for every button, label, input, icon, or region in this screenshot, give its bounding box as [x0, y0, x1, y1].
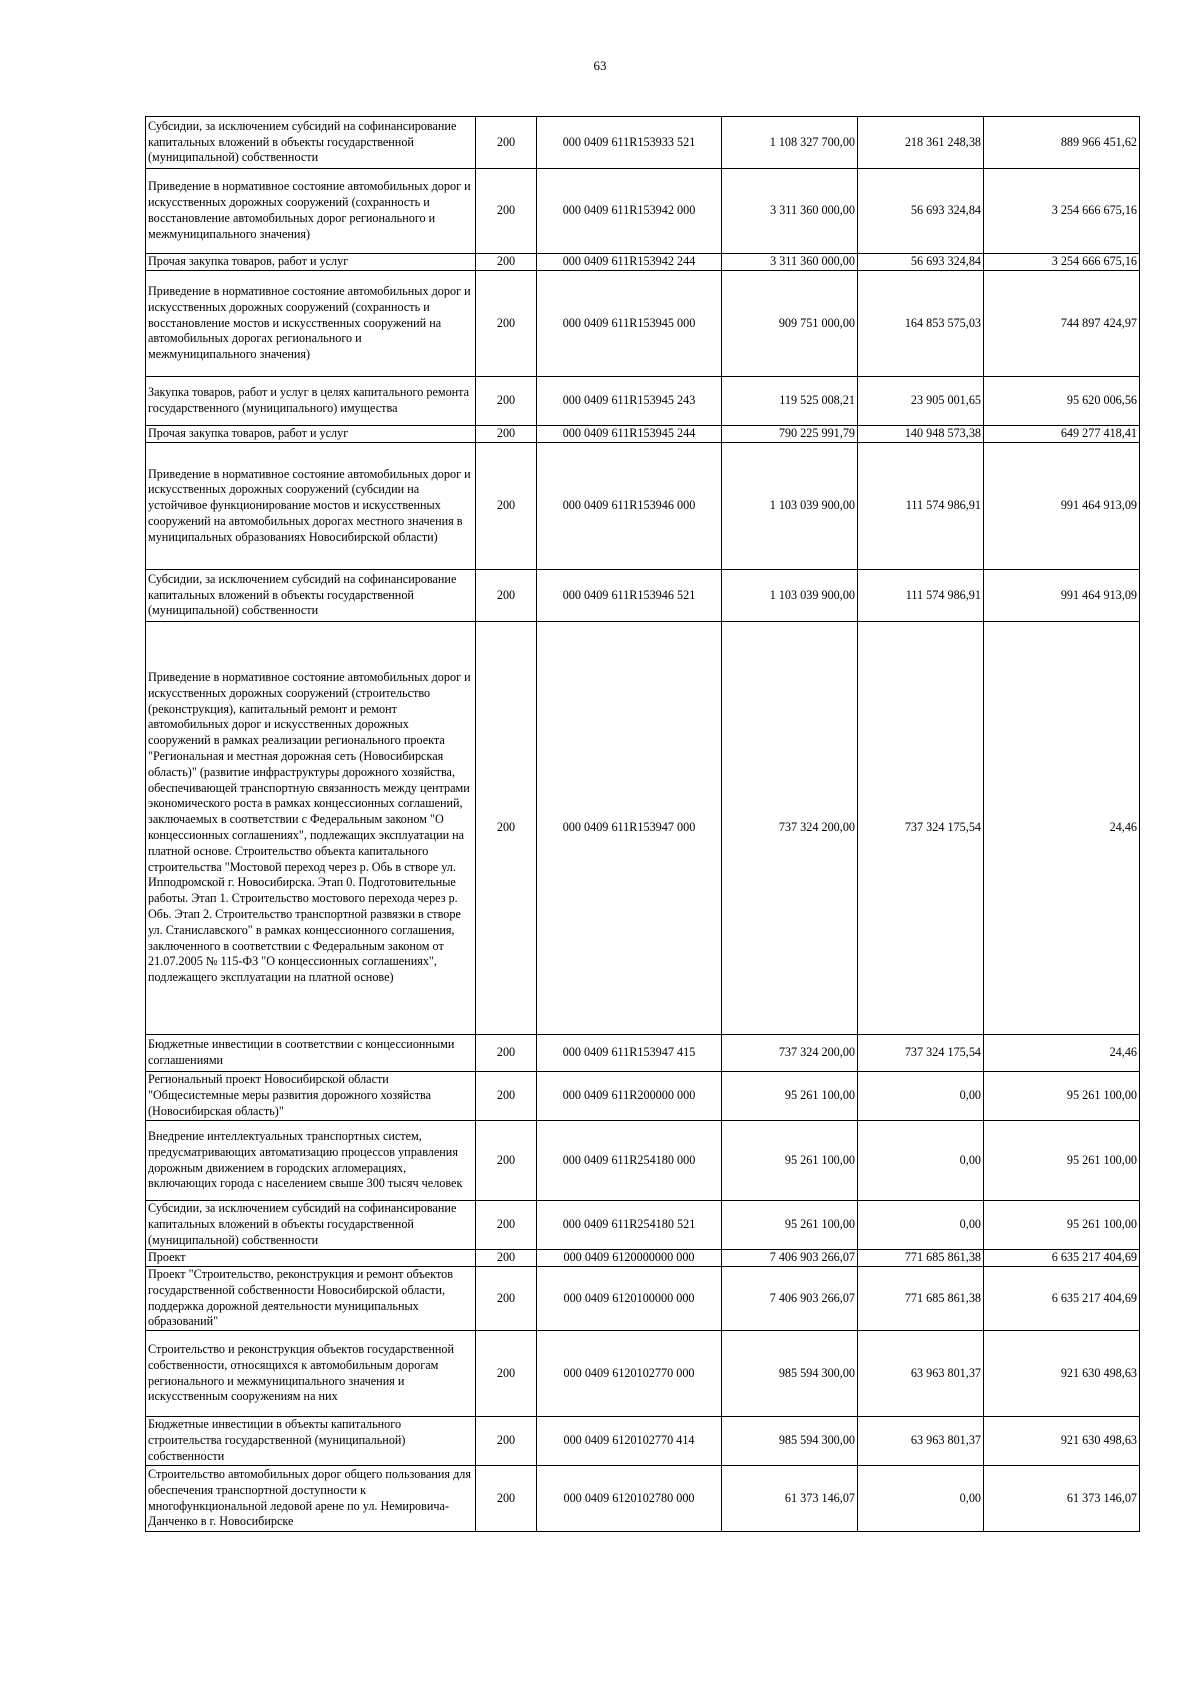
row-executed-amount: 0,00	[858, 1072, 984, 1121]
row-remaining-amount: 649 277 418,41	[984, 426, 1140, 443]
row-code: 200	[476, 1267, 537, 1331]
row-kbk: 000 0409 611R153942 244	[537, 254, 722, 271]
row-code: 200	[476, 117, 537, 169]
row-remaining-amount: 3 254 666 675,16	[984, 254, 1140, 271]
row-kbk: 000 0409 6120102770 414	[537, 1417, 722, 1466]
row-remaining-amount: 921 630 498,63	[984, 1331, 1140, 1417]
row-kbk: 000 0409 611R153947 000	[537, 622, 722, 1035]
row-kbk: 000 0409 611R200000 000	[537, 1072, 722, 1121]
table-row	[146, 254, 1140, 271]
row-name: Субсидии, за исключением субсидий на софинансирование капитальных вложений в объекты государственной (муниципальной) собственности	[146, 1201, 476, 1250]
row-code: 200	[476, 443, 537, 570]
row-executed-amount: 164 853 575,03	[858, 271, 984, 377]
row-remaining-amount: 3 254 666 675,16	[984, 169, 1140, 254]
row-name: Субсидии, за исключением субсидий на софинансирование капитальных вложений в объекты государственной (муниципальной) собственности	[146, 570, 476, 622]
table-row	[146, 117, 1140, 169]
row-name: Бюджетные инвестиции в объекты капитального строительства государственной (муниципальной) собственности	[146, 1417, 476, 1466]
row-approved-amount: 7 406 903 266,07	[722, 1250, 858, 1267]
row-remaining-amount: 95 620 006,56	[984, 377, 1140, 426]
row-code: 200	[476, 426, 537, 443]
row-executed-amount: 63 963 801,37	[858, 1331, 984, 1417]
table-row	[146, 570, 1140, 622]
row-kbk: 000 0409 611R153945 244	[537, 426, 722, 443]
row-remaining-amount: 889 966 451,62	[984, 117, 1140, 169]
row-executed-amount: 56 693 324,84	[858, 169, 984, 254]
row-approved-amount: 7 406 903 266,07	[722, 1267, 858, 1331]
table-row	[146, 426, 1140, 443]
table-row	[146, 1201, 1140, 1250]
row-executed-amount: 0,00	[858, 1466, 984, 1532]
row-remaining-amount: 6 635 217 404,69	[984, 1267, 1140, 1331]
row-name: Прочая закупка товаров, работ и услуг	[146, 254, 476, 271]
row-executed-amount: 23 905 001,65	[858, 377, 984, 426]
table-row	[146, 1121, 1140, 1201]
row-approved-amount: 3 311 360 000,00	[722, 254, 858, 271]
row-name: Прочая закупка товаров, работ и услуг	[146, 426, 476, 443]
row-executed-amount: 218 361 248,38	[858, 117, 984, 169]
row-code: 200	[476, 1121, 537, 1201]
row-approved-amount: 3 311 360 000,00	[722, 169, 858, 254]
row-name: Субсидии, за исключением субсидий на софинансирование капитальных вложений в объекты государственной (муниципальной) собственности	[146, 117, 476, 169]
row-kbk: 000 0409 611R153945 243	[537, 377, 722, 426]
row-name: Проект	[146, 1250, 476, 1267]
row-remaining-amount: 744 897 424,97	[984, 271, 1140, 377]
row-kbk: 000 0409 6120100000 000	[537, 1267, 722, 1331]
row-remaining-amount: 61 373 146,07	[984, 1466, 1140, 1532]
row-name: Строительство автомобильных дорог общего пользования для обеспечения транспортной доступности к многофункциональной ледовой арене по ул. Немировича-Данченко в г. Новосибирске	[146, 1466, 476, 1532]
row-name: Приведение в нормативное состояние автомобильных дорог и искусственных дорожных сооружений (сохранность и восстановление мостов и искусственных сооружений на автомобильных дорогах регионального и межмуниципального значения)	[146, 271, 476, 377]
row-executed-amount: 0,00	[858, 1201, 984, 1250]
table-row	[146, 1466, 1140, 1532]
table-row	[146, 622, 1140, 1035]
table-row	[146, 1417, 1140, 1466]
table-row	[146, 1331, 1140, 1417]
row-code: 200	[476, 1250, 537, 1267]
row-name: Закупка товаров, работ и услуг в целях капитального ремонта государственного (муниципального) имущества	[146, 377, 476, 426]
row-executed-amount: 111 574 986,91	[858, 570, 984, 622]
row-remaining-amount: 991 464 913,09	[984, 570, 1140, 622]
row-kbk: 000 0409 611R153945 000	[537, 271, 722, 377]
row-kbk: 000 0409 6120102780 000	[537, 1466, 722, 1532]
row-executed-amount: 737 324 175,54	[858, 622, 984, 1035]
row-kbk: 000 0409 611R153946 521	[537, 570, 722, 622]
table-row	[146, 1072, 1140, 1121]
table-row	[146, 169, 1140, 254]
row-code: 200	[476, 254, 537, 271]
row-kbk: 000 0409 611R153947 415	[537, 1035, 722, 1072]
row-code: 200	[476, 1072, 537, 1121]
row-approved-amount: 985 594 300,00	[722, 1331, 858, 1417]
row-name: Региональный проект Новосибирской области "Общесистемные меры развития дорожного хозяйства (Новосибирская область)"	[146, 1072, 476, 1121]
row-approved-amount: 909 751 000,00	[722, 271, 858, 377]
row-kbk: 000 0409 6120102770 000	[537, 1331, 722, 1417]
row-code: 200	[476, 1466, 537, 1532]
row-remaining-amount: 95 261 100,00	[984, 1072, 1140, 1121]
row-approved-amount: 1 103 039 900,00	[722, 570, 858, 622]
row-executed-amount: 111 574 986,91	[858, 443, 984, 570]
row-kbk: 000 0409 611R254180 000	[537, 1121, 722, 1201]
row-code: 200	[476, 377, 537, 426]
row-name: Приведение в нормативное состояние автомобильных дорог и искусственных дорожных сооружений (сохранность и восстановление автомобильных дорог регионального и межмуниципального значения)	[146, 169, 476, 254]
row-code: 200	[476, 1331, 537, 1417]
row-code: 200	[476, 271, 537, 377]
row-remaining-amount: 991 464 913,09	[984, 443, 1140, 570]
row-kbk: 000 0409 611R254180 521	[537, 1201, 722, 1250]
table-row	[146, 1035, 1140, 1072]
row-approved-amount: 737 324 200,00	[722, 622, 858, 1035]
table-row	[146, 377, 1140, 426]
row-code: 200	[476, 622, 537, 1035]
row-remaining-amount: 24,46	[984, 1035, 1140, 1072]
row-approved-amount: 790 225 991,79	[722, 426, 858, 443]
row-approved-amount: 985 594 300,00	[722, 1417, 858, 1466]
table-row	[146, 271, 1140, 377]
row-approved-amount: 61 373 146,07	[722, 1466, 858, 1532]
row-executed-amount: 771 685 861,38	[858, 1267, 984, 1331]
row-executed-amount: 63 963 801,37	[858, 1417, 984, 1466]
row-code: 200	[476, 169, 537, 254]
row-name: Приведение в нормативное состояние автомобильных дорог и искусственных дорожных сооружений (субсидии на устойчивое функционирование мостов и искусственных сооружений на автомобильных дорогах местного значения в муниципальных образованиях Новосибирской области)	[146, 443, 476, 570]
row-kbk: 000 0409 6120000000 000	[537, 1250, 722, 1267]
table-row	[146, 443, 1140, 570]
row-name: Внедрение интеллектуальных транспортных систем, предусматривающих автоматизацию процессов управления дорожным движением в городских агломерациях, включающих города с населением свыше 300 тысяч человек	[146, 1121, 476, 1201]
budget-execution-table	[145, 116, 1140, 1532]
row-executed-amount: 140 948 573,38	[858, 426, 984, 443]
table-row	[146, 1267, 1140, 1331]
row-name: Приведение в нормативное состояние автомобильных дорог и искусственных дорожных сооружений (строительство (реконструкция), капитальный ремонт и ремонт автомобильных дорог и искусственных дорожных сооружений в рамках реализации регионального проекта "Региональная и местная дорожная сеть (Новосибирская область)" (развитие инфраструктуры дорожного хозяйства, обеспечивающей транспортную связанность между центрами экономического роста в рамках концессионных соглашений, заключаемых в соответствии с Федеральным законом "О концессионных соглашениях", подлежащих эксплуатации на платной основе. Строительство объекта капитального строительства "Мостовой переход через р. Обь в створе ул. Ипподромской г. Новосибирска. Этап 0. Подготовительные работы. Этап 1. Строительство мостового перехода через р. Обь. Этап 2. Строительство транспортной развязки в створе ул. Станиславского" в рамках концессионного соглашения, заключенного в соответствии с Федеральным законом от 21.07.2005 № 115-ФЗ "О концессионных соглашениях", подлежащего эксплуатации на платной основе)	[146, 622, 476, 1035]
row-name: Строительство и реконструкция объектов государственной собственности, относящихся к автомобильным дорогам регионального и межмуниципального значения и искусственным сооружениям на них	[146, 1331, 476, 1417]
row-approved-amount: 1 103 039 900,00	[722, 443, 858, 570]
row-code: 200	[476, 1201, 537, 1250]
row-kbk: 000 0409 611R153942 000	[537, 169, 722, 254]
row-approved-amount: 1 108 327 700,00	[722, 117, 858, 169]
row-approved-amount: 95 261 100,00	[722, 1072, 858, 1121]
row-kbk: 000 0409 611R153946 000	[537, 443, 722, 570]
row-code: 200	[476, 570, 537, 622]
row-approved-amount: 95 261 100,00	[722, 1121, 858, 1201]
row-remaining-amount: 95 261 100,00	[984, 1201, 1140, 1250]
row-executed-amount: 0,00	[858, 1121, 984, 1201]
row-code: 200	[476, 1417, 537, 1466]
row-approved-amount: 95 261 100,00	[722, 1201, 858, 1250]
row-approved-amount: 119 525 008,21	[722, 377, 858, 426]
row-code: 200	[476, 1035, 537, 1072]
row-remaining-amount: 921 630 498,63	[984, 1417, 1140, 1466]
row-executed-amount: 737 324 175,54	[858, 1035, 984, 1072]
table-row	[146, 1250, 1140, 1267]
row-name: Проект "Строительство, реконструкция и ремонт объектов государственной собственности Новосибирской области, поддержка дорожной деятельности муниципальных образований"	[146, 1267, 476, 1331]
row-remaining-amount: 24,46	[984, 622, 1140, 1035]
row-kbk: 000 0409 611R153933 521	[537, 117, 722, 169]
page-number: 63	[593, 58, 607, 73]
row-remaining-amount: 95 261 100,00	[984, 1121, 1140, 1201]
row-approved-amount: 737 324 200,00	[722, 1035, 858, 1072]
row-remaining-amount: 6 635 217 404,69	[984, 1250, 1140, 1267]
row-name: Бюджетные инвестиции в соответствии с концессионными соглашениями	[146, 1035, 476, 1072]
row-executed-amount: 771 685 861,38	[858, 1250, 984, 1267]
row-executed-amount: 56 693 324,84	[858, 254, 984, 271]
